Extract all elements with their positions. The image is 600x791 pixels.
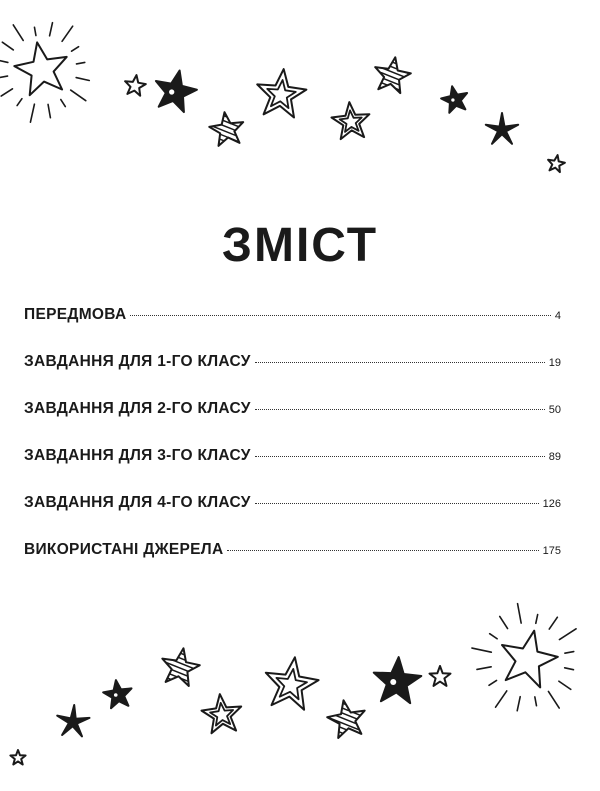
- toc-entry-grade-3[interactable]: [24, 447, 561, 494]
- toc-entry-grade-2[interactable]: [24, 400, 561, 447]
- dot-leader: [255, 362, 545, 363]
- star-icon: [332, 102, 370, 139]
- dot-leader: [255, 409, 545, 410]
- star-icon: [125, 75, 146, 96]
- star-icon: [160, 640, 200, 696]
- toc-entry-preface[interactable]: [24, 306, 561, 353]
- toc-entry-page: 19: [548, 357, 561, 369]
- toc-entry-page: 175: [542, 545, 561, 557]
- table-of-contents: [24, 306, 561, 588]
- toc-entry-page: 50: [548, 404, 561, 416]
- toc-entry-title: ПЕРЕДМОВА: [24, 306, 127, 323]
- toc-entry-title: ЗАВДАННЯ ДЛЯ 1-ГО КЛАСУ: [24, 353, 251, 370]
- toc-entry-title: ВИКОРИСТАНІ ДЖЕРЕЛА: [24, 541, 224, 558]
- star-icon: [486, 113, 518, 144]
- dot-leader: [130, 315, 550, 316]
- star-icon: [327, 692, 367, 748]
- toc-entry-title: ЗАВДАННЯ ДЛЯ 3-ГО КЛАСУ: [24, 447, 251, 464]
- star-icon: [374, 657, 422, 703]
- toc-entry-grade-4[interactable]: [24, 494, 561, 541]
- star-icon: [441, 86, 467, 113]
- star-icon: [373, 49, 411, 99]
- toc-entry-title: ЗАВДАННЯ ДЛЯ 4-ГО КЛАСУ: [24, 494, 251, 511]
- dot-leader: [255, 503, 539, 504]
- star-icon: [202, 694, 242, 733]
- dot-leader: [255, 456, 545, 457]
- stars-decoration-top: [0, 0, 600, 200]
- star-icon: [266, 657, 319, 709]
- star-icon: [209, 105, 245, 154]
- star-icon: [257, 69, 306, 117]
- star-icon: [430, 666, 451, 686]
- star-icon: [103, 680, 131, 708]
- stars-decoration-bottom: [0, 580, 600, 791]
- star-icon: [472, 604, 576, 711]
- star-icon: [548, 155, 565, 172]
- page-title: ЗМІСТ: [221, 219, 379, 272]
- toc-entry-page: 4: [554, 310, 561, 322]
- dot-leader: [227, 550, 538, 551]
- toc-entry-page: 126: [542, 498, 561, 510]
- star-icon: [57, 705, 89, 736]
- star-icon: [0, 23, 89, 123]
- toc-entry-grade-1[interactable]: [24, 353, 561, 400]
- star-icon: [156, 71, 197, 113]
- toc-entry-page: 89: [548, 451, 561, 463]
- toc-entry-title: ЗАВДАННЯ ДЛЯ 2-ГО КЛАСУ: [24, 400, 251, 417]
- star-icon: [10, 750, 25, 765]
